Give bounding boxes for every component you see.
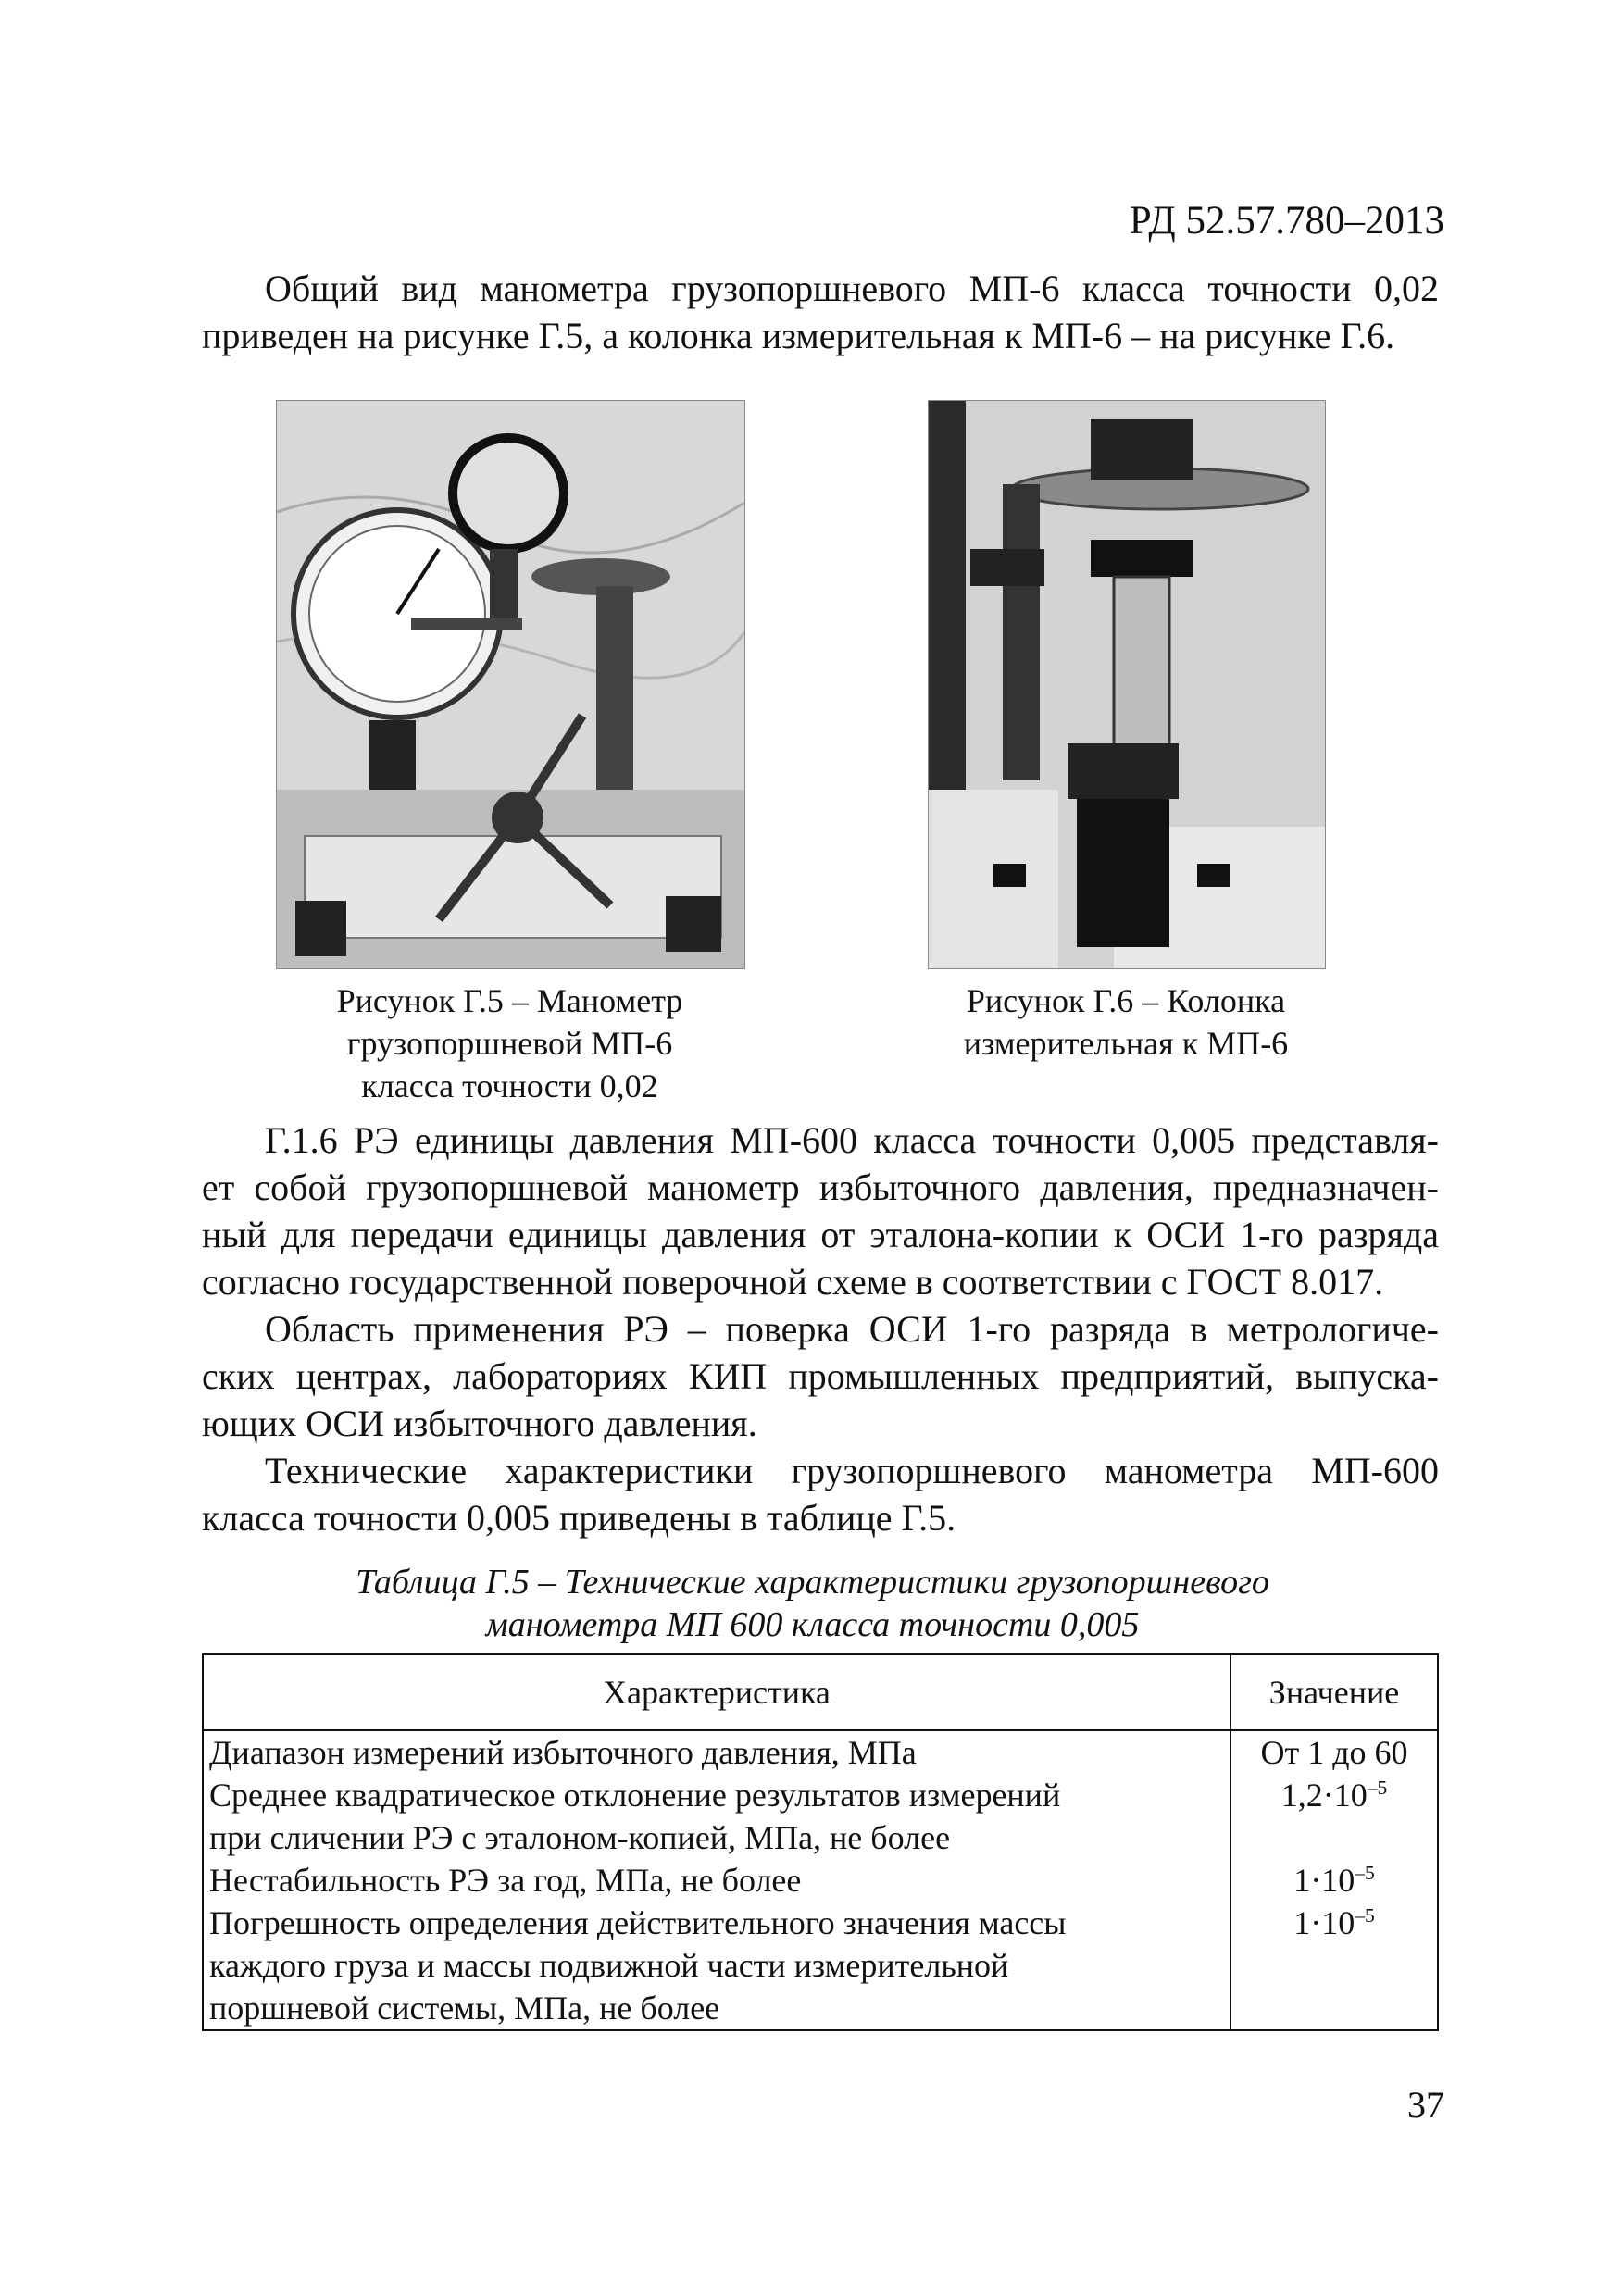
column-illustration <box>929 401 1325 968</box>
text-line: Г.1.6 РЭ единицы давления МП-600 класса точности 0,005 представля- <box>265 1119 1439 1161</box>
cell-line: Среднее квадратическое отклонение результатов измерений <box>209 1777 1061 1814</box>
intro-paragraph <box>202 265 1439 359</box>
caption-line: Рисунок Г.6 – Колонка <box>966 982 1286 1019</box>
paragraph-g-1-6 <box>202 1116 1439 1305</box>
text-line: класса точности 0,005 приведены в таблице Г.5. <box>202 1497 956 1539</box>
caption-line: измерительная к МП-6 <box>963 1025 1289 1062</box>
manometer-photo <box>276 400 745 969</box>
value-exponent: –5 <box>1355 1904 1375 1927</box>
column-photo <box>928 400 1326 969</box>
characteristic-cell <box>203 1902 1230 2030</box>
cell-line: Погрешность определения действительного значения массы <box>209 1904 1067 1941</box>
table-caption-line: Таблица Г.5 – Технические характеристики грузопоршневого <box>356 1563 1269 1602</box>
caption-line: Рисунок Г.5 – Манометр <box>336 982 683 1019</box>
value-text: 1·10 <box>1293 1862 1355 1899</box>
paragraph-tech-specs <box>202 1447 1439 1541</box>
text-line: Общий вид манометра грузопоршневого МП-6 класса точности 0,02 <box>265 268 1439 309</box>
caption-line: грузопоршневой МП-6 <box>346 1025 673 1062</box>
cell-line: Нестабильность РЭ за год, МПа, не более <box>209 1862 802 1899</box>
specifications-table <box>202 1653 1439 2031</box>
table-caption <box>213 1561 1412 1646</box>
table-row <box>203 1730 1438 1774</box>
table-caption-line: манометра МП 600 класса точности 0,005 <box>485 1605 1140 1644</box>
table-header-row <box>203 1654 1438 1730</box>
value-text: 1,2·10 <box>1280 1777 1368 1814</box>
value-text: От 1 до 60 <box>1260 1734 1408 1771</box>
value-cell <box>1230 1730 1438 1774</box>
value-cell <box>1230 1902 1438 2030</box>
manometer-illustration <box>277 401 744 968</box>
cell-line: при сличении РЭ с эталоном-копией, МПа, не более <box>209 1819 951 1856</box>
text-line: ный для передачи единицы давления от эталона-копии к ОСИ 1-го разряда <box>202 1214 1439 1255</box>
caption-line: класса точности 0,02 <box>361 1067 658 1104</box>
cell-line: поршневой системы, МПа, не более <box>209 1989 720 2027</box>
text-line: ских центрах, лабораториях КИП промышленных предприятий, выпуска- <box>202 1355 1439 1397</box>
value-exponent: –5 <box>1355 1862 1375 1884</box>
text-line: согласно государственной поверочной схеме в соответствии с ГОСТ 8.017. <box>202 1261 1384 1303</box>
column-header-characteristic: Характеристика <box>203 1654 1230 1730</box>
paragraph-application <box>202 1305 1439 1447</box>
text-line: Технические характеристики грузопоршневого манометра МП-600 <box>265 1450 1439 1491</box>
text-line: Область применения РЭ – поверка ОСИ 1-го разряда в метрологиче- <box>265 1308 1439 1350</box>
value-cell <box>1230 1774 1438 1859</box>
value-cell <box>1230 1859 1438 1902</box>
table-row <box>203 1774 1438 1859</box>
text-line: приведен на рисунке Г.5, а колонка измерительная к МП-6 – на рисунке Г.6. <box>202 315 1395 356</box>
characteristic-cell <box>203 1774 1230 1859</box>
cell-line: каждого груза и массы подвижной части измерительной <box>209 1947 1009 1984</box>
document-code: РД 52.57.780–2013 <box>1129 199 1444 243</box>
text-line: ет собой грузопоршневой манометр избыточного давления, предназначен- <box>202 1166 1439 1208</box>
column-header-value: Значение <box>1230 1654 1438 1730</box>
table-row <box>203 1902 1438 2030</box>
characteristic-cell <box>203 1859 1230 1902</box>
page-number: 37 <box>1407 2084 1444 2126</box>
value-text: 1·10 <box>1293 1904 1355 1941</box>
text-line: ющих ОСИ избыточного давления. <box>202 1403 757 1444</box>
table-row <box>203 1859 1438 1902</box>
figure-caption-g5 <box>276 979 743 1107</box>
value-exponent: –5 <box>1367 1777 1388 1799</box>
figure-caption-g6 <box>928 979 1324 1065</box>
characteristic-cell <box>203 1730 1230 1774</box>
cell-line: Диапазон измерений избыточного давления, МПа <box>209 1734 917 1771</box>
